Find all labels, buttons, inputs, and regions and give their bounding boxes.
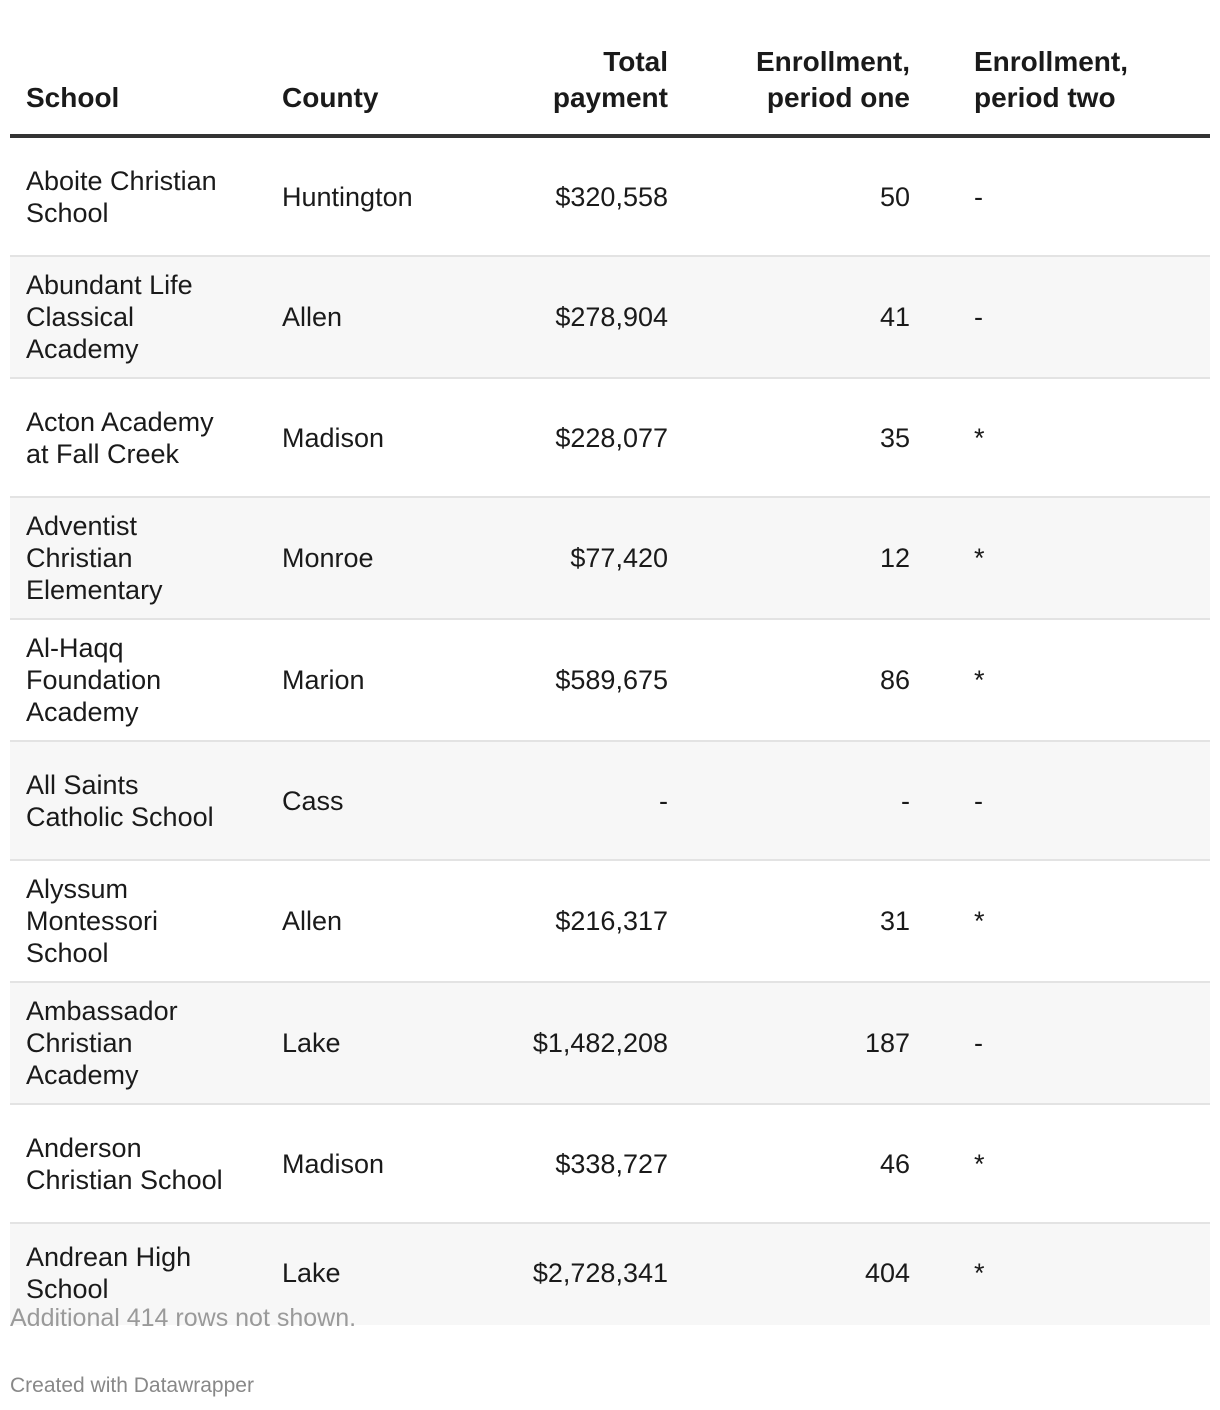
cell-school: Alyssum Montessori School [10,860,266,982]
cell-school: Andrean High School [10,1223,266,1325]
cell-enrollment-period-two: * [940,497,1210,619]
cell-county: Allen [266,860,471,982]
header-school[interactable]: School [10,40,266,136]
cell-school: All Saints Catholic School [10,741,266,860]
cell-enrollment-period-two: * [940,378,1210,497]
cell-county: Huntington [266,136,471,256]
header-enrollment-period-one[interactable]: Enrollment, period one [684,40,940,136]
cell-total-payment: $1,482,208 [471,982,684,1104]
table-row [10,136,1210,256]
cell-enrollment-period-two: - [940,256,1210,378]
cell-school: Abundant Life Classical Academy [10,256,266,378]
cell-school: Ambassador Christian Academy [10,982,266,1104]
table-row [10,741,1210,860]
table-row [10,982,1210,1104]
table-row [10,497,1210,619]
cell-enrollment-period-two: * [940,619,1210,741]
cell-school: Adventist Christian Elementary [10,497,266,619]
datawrapper-credit-link[interactable]: Created with Datawrapper [10,1374,254,1397]
cell-total-payment: - [471,741,684,860]
cell-county: Madison [266,1104,471,1223]
cell-enrollment-period-two: * [940,1104,1210,1223]
schools-table [10,40,1210,1325]
cell-enrollment-period-one: - [684,741,940,860]
table-row [10,256,1210,378]
cell-enrollment-period-two: * [940,860,1210,982]
cell-enrollment-period-one: 404 [684,1223,940,1325]
cell-school: Anderson Christian School [10,1104,266,1223]
table-notes: Additional 414 rows not shown. [10,1304,357,1332]
cell-county: Lake [266,982,471,1104]
cell-total-payment: $589,675 [471,619,684,741]
cell-total-payment: $338,727 [471,1104,684,1223]
cell-total-payment: $228,077 [471,378,684,497]
cell-total-payment: $320,558 [471,136,684,256]
cell-county: Cass [266,741,471,860]
table-row [10,378,1210,497]
cell-enrollment-period-one: 50 [684,136,940,256]
cell-school: Al-Haqq Foundation Academy [10,619,266,741]
table-header-row [10,40,1210,136]
cell-county: Marion [266,619,471,741]
cell-enrollment-period-two: - [940,982,1210,1104]
cell-enrollment-period-one: 12 [684,497,940,619]
cell-county: Lake [266,1223,471,1325]
cell-enrollment-period-two: - [940,741,1210,860]
cell-county: Madison [266,378,471,497]
cell-total-payment: $278,904 [471,256,684,378]
cell-enrollment-period-two: * [940,1223,1210,1325]
cell-enrollment-period-two: - [940,136,1210,256]
cell-enrollment-period-one: 86 [684,619,940,741]
header-enrollment-period-two[interactable]: Enrollment, period two [940,40,1210,136]
table-row [10,860,1210,982]
table-row [10,1104,1210,1223]
cell-enrollment-period-one: 46 [684,1104,940,1223]
cell-total-payment: $2,728,341 [471,1223,684,1325]
cell-county: Allen [266,256,471,378]
header-county[interactable]: County [266,40,471,136]
cell-enrollment-period-one: 41 [684,256,940,378]
cell-enrollment-period-one: 187 [684,982,940,1104]
cell-county: Monroe [266,497,471,619]
header-total-payment[interactable]: Total payment [471,40,684,136]
cell-total-payment: $77,420 [471,497,684,619]
cell-enrollment-period-one: 31 [684,860,940,982]
cell-total-payment: $216,317 [471,860,684,982]
table-row [10,619,1210,741]
cell-school: Aboite Christian School [10,136,266,256]
cell-enrollment-period-one: 35 [684,378,940,497]
cell-school: Acton Academy at Fall Creek [10,378,266,497]
